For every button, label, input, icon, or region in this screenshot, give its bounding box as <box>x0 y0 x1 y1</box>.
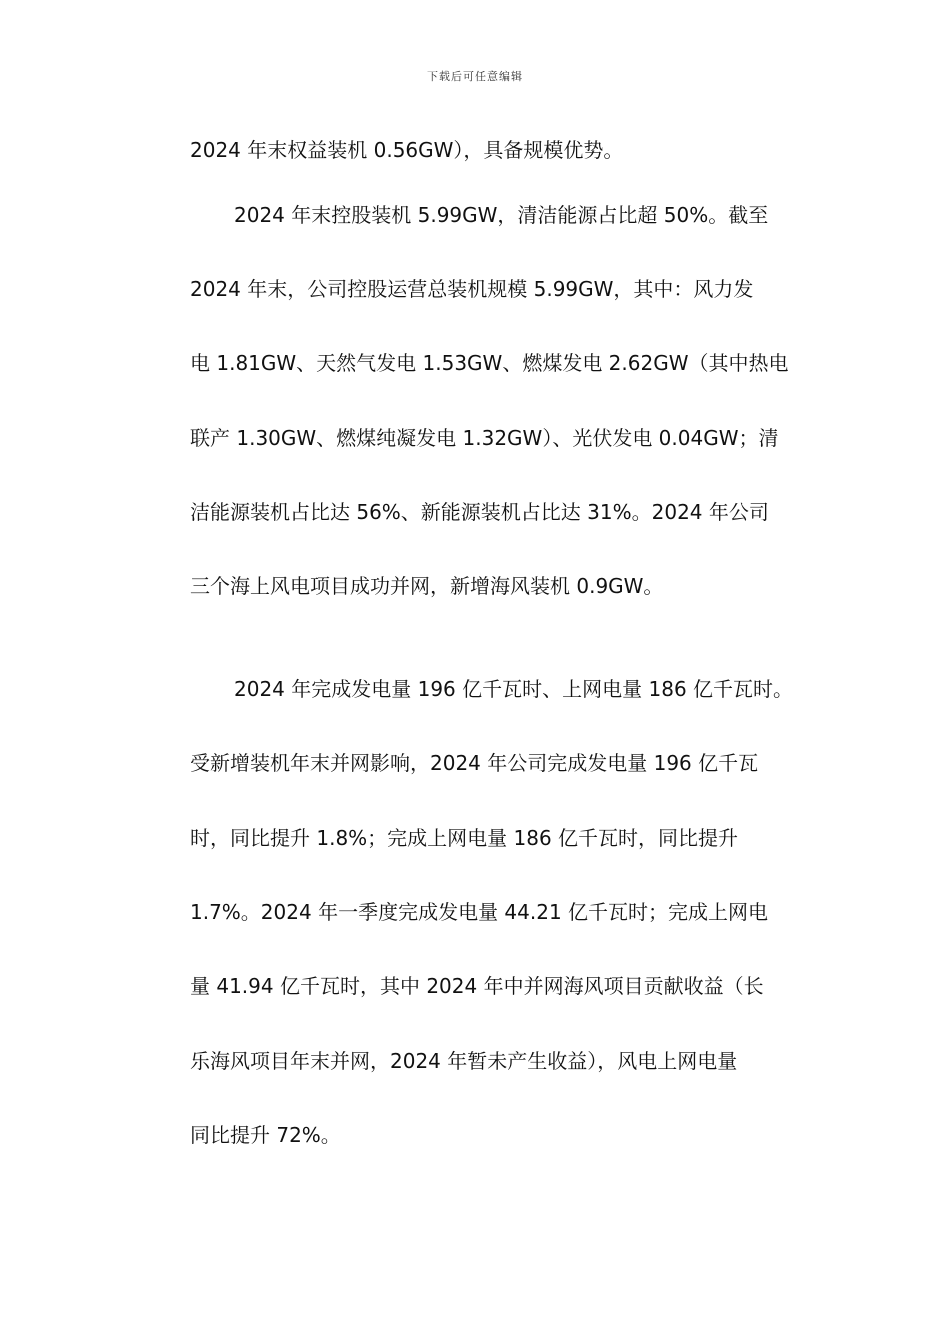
paragraph-line: 受新增装机年末并网影响，2024 年公司完成发电量 196 亿千瓦 <box>190 751 759 775</box>
paragraph-line: 2024 年末，公司控股运营总装机规模 5.99GW，其中：风力发 <box>190 277 754 301</box>
paragraph-line: 量 41.94 亿千瓦时，其中 2024 年中并网海风项目贡献收益（长 <box>190 974 764 998</box>
paragraph-line: 电 1.81GW、天然气发电 1.53GW、燃煤发电 2.62GW（其中热电 <box>190 351 789 375</box>
paragraph-line: 洁能源装机占比达 56%、新能源装机占比达 31%。2024 年公司 <box>190 500 769 524</box>
paragraph-line: 时，同比提升 1.8%；完成上网电量 186 亿千瓦时，同比提升 <box>190 826 739 850</box>
paragraph-line: 同比提升 72%。 <box>190 1123 341 1147</box>
paragraph-line: 联产 1.30GW、燃煤纯凝发电 1.32GW）、光伏发电 0.04GW；清 <box>190 426 779 450</box>
header-note: 下载后可任意编辑 <box>427 70 523 83</box>
paragraph-line: 2024 年末控股装机 5.99GW，清洁能源占比超 50%。截至 <box>234 203 769 227</box>
paragraph-line: 乐海风项目年末并网，2024 年暂未产生收益），风电上网电量 <box>190 1049 738 1073</box>
paragraph-line: 2024 年完成发电量 196 亿千瓦时、上网电量 186 亿千瓦时。 <box>234 677 794 701</box>
paragraph-line: 2024 年末权益装机 0.56GW），具备规模优势。 <box>190 138 624 162</box>
paragraph-line: 1.7%。2024 年一季度完成发电量 44.21 亿千瓦时；完成上网电 <box>190 900 769 924</box>
paragraph-line: 三个海上风电项目成功并网，新增海风装机 0.9GW。 <box>190 574 664 598</box>
